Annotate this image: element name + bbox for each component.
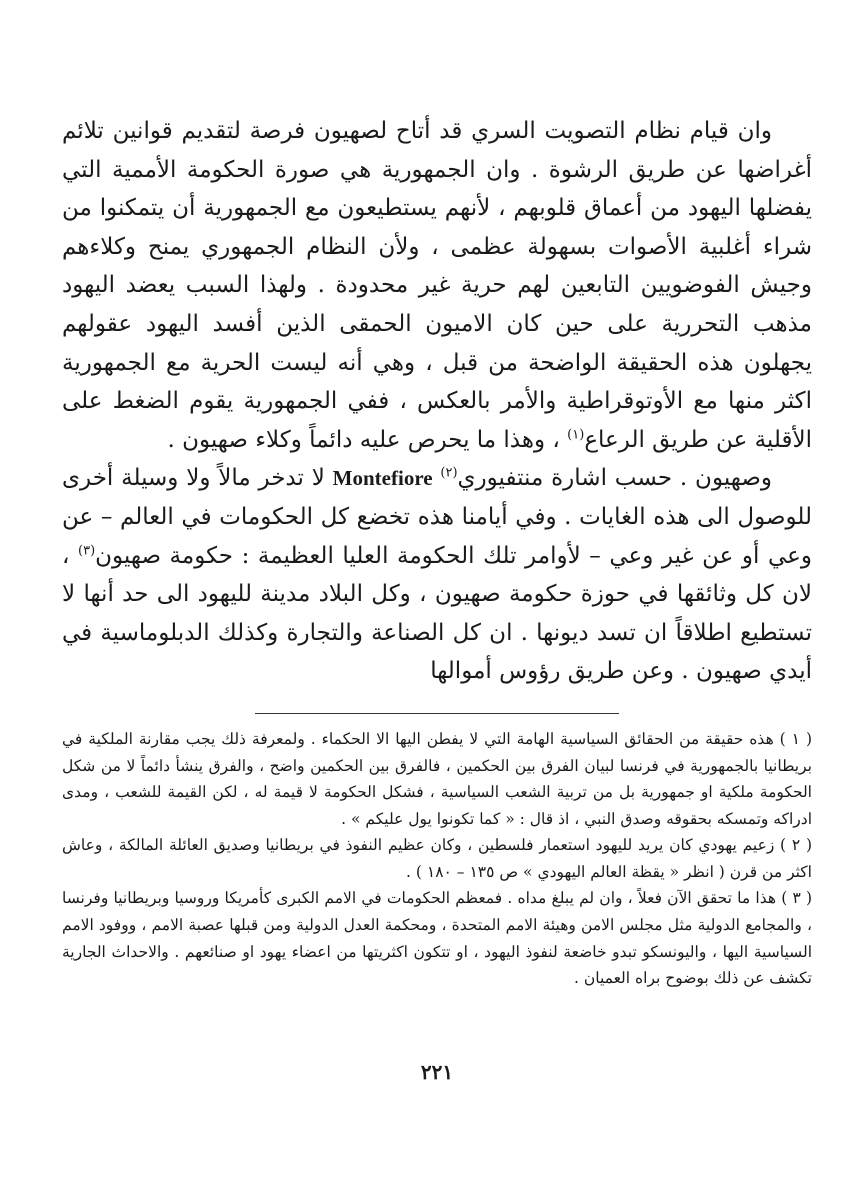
footnote-marker-3: (٣) (78, 542, 96, 558)
paragraph-2 (62, 459, 812, 691)
footnote-2: ( ٢ ) زعيم يهودي كان يريد لليهود استعمار فلسطين ، وكان عظيم النفوذ في بريطانيا وصديق العائلة المالكة ، وعاش اكثر من قرن ( انظر « يقظة العالم اليهودي » ص ١٣٥ – ١٨٠ ) . (62, 836, 812, 881)
footnote-divider (255, 713, 619, 714)
document-page (62, 112, 812, 1142)
footnote-marker-2: (٢) (440, 465, 458, 481)
footnote-3: ( ٣ ) هذا ما تحقق الآن فعلاً ، وان لم يبلغ مداه . فمعظم الحكومات في الامم الكبرى كأمريكا وروسيا وبريطانيا وفرنسا ، والمجامع الدولية مثل مجلس الامن وهيئة الامم المتحدة ، ومحكمة العدل الدولية ومن قبلها عصبة الامم ، ووفود الامم السياسية اليها ، واليونسكو تبدو خاضعة لنفوذ اليهود ، او تتكون اكثريتها من اعضاء يهود او صنائعهم . والاحداث الجارية تكشف عن ذلك بوضوح براه العميان . (62, 889, 813, 988)
paragraph-2-text-middle: لا تدخر مالاً ولا وسيلة أخرى للوصول الى هذه الغايات . وفي أيامنا هذه تخضع كل الحكومات في العالم – عن وعي أو عن غير وعي – لأوامر تلك الحكومة العليا العظيمة : حكومة صهيون (62, 465, 813, 569)
paragraph-2-text-start: وصهيون . حسب اشارة منتفيوري (457, 465, 773, 492)
paragraph-1-text: وان قيام نظام التصويت السري قد أتاح لصهيون فرصة لتقديم قوانين تلائم أغراضها عن طريق الرشوة . وان الجمهورية هي صورة الحكومة الأممية التي يفضلها اليهود من أعماق قلوبهم ، لأنهم يستطيعون مع الجمهورية أن يتمكنوا من شراء أغلبية الأصوات بسهولة عظمى ، ولأن النظام الجمهوري يمنح وكلاءهم وجيش الفوضويين التابعين لهم حرية غير محدودة . ولهذا السبب يعضد اليهود مذهب التحررية على حين كان الاميون الحمقى الذين أفسد اليهود عقولهم يجهلون هذه الحقيقة الواضحة من قبل ، وهي أنه ليست الحرية مع الجمهورية اكثر منها مع الأوتوقراطية والأمر بالعكس ، ففي الجمهورية يقوم الضغط على الأقلية عن طريق الرعاع (62, 118, 812, 453)
footnotes (62, 726, 812, 992)
page-number: ٢٢١ (420, 1060, 454, 1084)
paragraph-1-text-end: ، وهذا ما يحرص عليه دائماً وكلاء صهيون . (167, 426, 568, 453)
footnote-1: ( ١ ) هذه حقيقة من الحقائق السياسية الهامة التي لا يفطن اليها الا الحكماء . ولمعرفة ذلك يجب مقارنة الملكية في بريطانيا بالجمهورية في فرنسا لبيان الفرق بين الحكمين ، فالفرق بين الحكمين واضح ، والفرق ينشأ دائماً لا من شكل الحكومة ملكية او جمهورية بل من تربية الشعب السياسية ، فشكل الحكومة لا قيمة له ، لكن القيمة للشعب ، ومدى ادراكه وتمسكه بحقوقه وصدق النبي ، اذ قال : « كما تكونوا يول عليكم » . (62, 729, 812, 828)
footnote-marker-1: (١) (567, 427, 585, 443)
paragraph-2-text-end: ، لان كل وثائقها في حوزة حكومة صهيون ، وكل البلاد مدينة لليهود الى حد أنها لا تستطيع اطلاقاً ان تسد ديونها . ان كل الصناعة والتجارة وكذلك الدبلوماسية في أيدي صهيون . وعن طريق رؤوس أموالها (62, 542, 812, 685)
main-text (62, 112, 812, 691)
paragraph-1 (62, 112, 812, 459)
latin-name-montefiore: Montefiore (332, 466, 433, 491)
